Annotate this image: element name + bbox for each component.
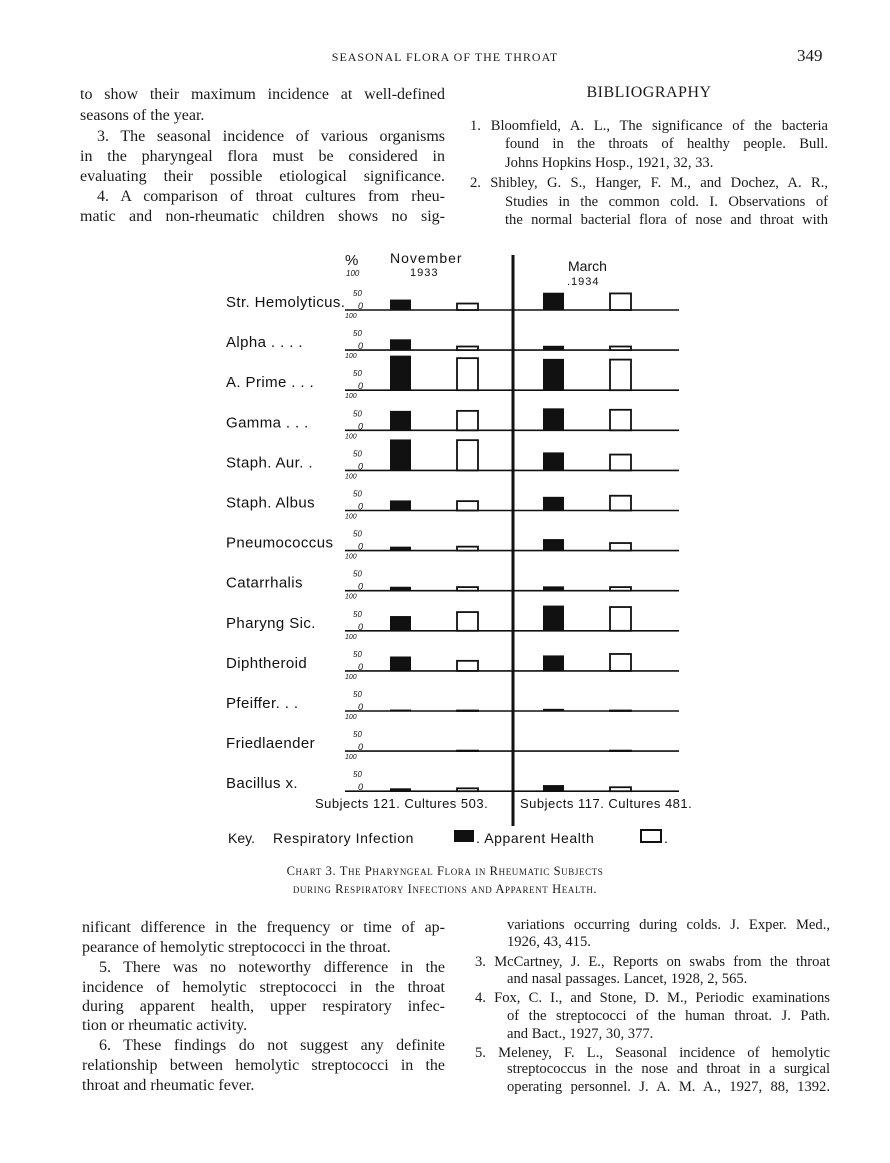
text-line: incidence of hemolytic streptococci in the throat — [82, 979, 445, 996]
bar-march-health — [610, 787, 631, 791]
text-line: and Bact., 1927, 30, 377. — [507, 1026, 654, 1042]
bar-march-infection — [543, 785, 564, 791]
tick-label-100: 100 — [345, 433, 357, 441]
page-number: 349 — [797, 46, 823, 65]
legend-health-label: . Apparent Health — [476, 830, 595, 846]
text-line: 6. These findings do not suggest any definite — [99, 1037, 445, 1054]
running-title: SEASONAL FLORA OF THE THROAT — [331, 50, 559, 64]
tick-label-100: 100 — [345, 513, 357, 521]
tick-label-100: 100 — [345, 353, 357, 361]
text-line: 5. Meleney, F. L., Seasonal incidence of hemolytic — [475, 1045, 830, 1061]
tick-label-50: 50 — [353, 609, 362, 619]
bar-november-health — [457, 788, 478, 791]
row-label: Bacillus x. — [226, 775, 298, 793]
panel-title-march: March — [568, 258, 607, 274]
bar-november-health — [457, 751, 478, 752]
legend-infection-label: Respiratory Infection — [273, 830, 414, 846]
text-line: 5. There was no noteworthy difference in the — [99, 959, 445, 976]
tick-label-0: 0 — [358, 742, 364, 753]
tick-label-0: 0 — [358, 501, 364, 512]
tick-label-100: 100 — [345, 553, 357, 561]
legend-key-label: Key. — [228, 830, 255, 846]
tick-label-0: 0 — [358, 301, 364, 311]
bar-march-infection — [543, 497, 564, 511]
tick-label-100: 100 — [345, 714, 357, 721]
row-label: Friedlaender — [226, 735, 316, 753]
bar-november-health — [457, 440, 478, 470]
tick-label-50: 50 — [353, 569, 362, 579]
row-label: Alpha . . . . — [226, 334, 303, 352]
legend-end: . — [664, 830, 668, 846]
bar-march-health — [610, 293, 631, 310]
bar-november-infection — [390, 356, 411, 391]
tick-label-100: 100 — [345, 593, 357, 601]
bar-march-infection — [543, 655, 564, 670]
bar-march-health — [610, 587, 631, 591]
tick-label-50: 50 — [353, 770, 362, 780]
bar-november-infection — [390, 587, 411, 591]
tick-label-100: 100 — [345, 393, 357, 401]
tick-label-100: 100 — [345, 633, 357, 641]
tick-label-100: 100 — [345, 673, 357, 681]
bar-november-health — [457, 347, 478, 351]
text-line: 4. A comparison of throat cultures from rheu- — [97, 188, 445, 205]
text-line: variations occurring during colds. J. Exper. Med., — [507, 917, 830, 933]
text-line: nificant difference in the frequency or time of ap- — [82, 919, 445, 936]
tick-label-100: 100 — [345, 754, 357, 762]
tick-label-0: 0 — [358, 541, 364, 552]
bar-november-health — [457, 547, 478, 551]
tick-label-0: 0 — [358, 621, 364, 632]
row-label: Pneumococcus — [226, 534, 334, 552]
text-line: relationship between hemolytic streptococci in the — [82, 1057, 445, 1074]
bar-march-health — [610, 455, 631, 471]
bar-november-health — [457, 304, 478, 310]
text-line: tion or rheumatic activity. — [82, 1017, 248, 1034]
bar-november-infection — [390, 439, 411, 470]
bar-november-health — [457, 411, 478, 430]
bar-march-health — [610, 607, 631, 631]
bar-march-infection — [543, 539, 564, 551]
row-label: Str. Hemolyticus. — [226, 294, 346, 311]
row-label: A. Prime . . . — [226, 374, 315, 392]
legend-infection-swatch — [454, 830, 474, 842]
tick-label-50: 50 — [353, 489, 362, 499]
tick-label-100: 100 — [345, 473, 357, 481]
footer-march: Subjects 117. Cultures 481. — [520, 796, 693, 811]
text-line: Johns Hopkins Hosp., 1921, 32, 33. — [505, 155, 714, 171]
chart-caption-line-2: during Respiratory Infections and Apparent Health. — [292, 882, 598, 896]
bar-november-infection — [390, 710, 411, 711]
row-label: Staph. Albus — [226, 494, 316, 512]
row-label: Catarrhalis — [226, 574, 303, 592]
text-line: 2. Shibley, G. S., Hanger, F. M., and Dochez, A. R., — [470, 175, 828, 191]
bar-november-health — [457, 587, 478, 591]
bar-november-infection — [390, 300, 411, 310]
row-label: Staph. Aur. . — [226, 454, 313, 472]
tick-label-50: 50 — [353, 449, 362, 459]
text-line: operating personnel. J. A. M. A., 1927, 88, 1392. — [507, 1079, 830, 1095]
bar-march-infection — [543, 346, 564, 350]
text-line: pearance of hemolytic streptococci in the throat. — [82, 939, 391, 956]
tick-label-0: 0 — [358, 702, 364, 712]
bar-november-health — [457, 358, 478, 390]
tick-label-0: 0 — [358, 341, 364, 352]
row-label: Pharyng Sic. — [226, 614, 316, 632]
panel-year-march: .1934 — [567, 276, 600, 288]
text-line: 1. Bloomfield, A. L., The significance of the bacteria — [470, 118, 828, 134]
text-line: seasons of the year. — [80, 107, 205, 124]
tick-label-50: 50 — [353, 289, 362, 298]
tick-label-100: 100 — [345, 313, 357, 320]
row-label: Gamma . . . — [226, 414, 309, 432]
bar-november-health — [457, 612, 478, 631]
row-label: Pfeiffer. . . — [226, 695, 299, 712]
text-line: Studies in the common cold. I. Observations of — [505, 194, 828, 210]
tick-label-0: 0 — [358, 581, 364, 592]
bar-november-health — [457, 501, 478, 510]
bar-november-infection — [390, 751, 411, 752]
panel-title-november: November — [390, 250, 463, 266]
bar-november-infection — [390, 657, 411, 671]
text-line: the normal bacterial flora of nose and throat with — [505, 212, 828, 228]
bar-march-health — [610, 711, 631, 712]
tick-label-0: 0 — [358, 661, 364, 672]
text-line: 3. The seasonal incidence of various organisms — [97, 128, 445, 145]
text-line: 4. Fox, C. I., and Stone, D. M., Periodic examinations — [475, 990, 830, 1006]
bar-march-infection — [543, 452, 564, 470]
bar-november-infection — [390, 788, 411, 791]
text-line: 1926, 43, 415. — [507, 934, 591, 950]
bar-march-infection — [543, 586, 564, 590]
bar-march-infection — [543, 606, 564, 631]
footer-november: Subjects 121. Cultures 503. — [315, 796, 489, 811]
tick-label-50: 50 — [353, 409, 362, 419]
legend-health-swatch — [641, 830, 661, 842]
bar-march-infection — [543, 408, 564, 430]
text-line: throat and rheumatic fever. — [82, 1077, 255, 1094]
bar-november-infection — [390, 500, 411, 510]
tick-label-0: 0 — [358, 461, 364, 472]
bibliography-heading: BIBLIOGRAPHY — [586, 84, 712, 101]
bar-march-health — [610, 496, 631, 511]
text-line: matic and non-rheumatic children shows no sig- — [80, 208, 445, 225]
tick-label-50: 50 — [353, 369, 362, 379]
bar-march-infection — [543, 709, 564, 711]
tick-label-50: 50 — [353, 529, 362, 539]
chart-caption-line-1: Chart 3. The Pharyngeal Flora in Rheumatic Subjects — [286, 864, 604, 878]
bar-november-health — [457, 661, 478, 671]
tick-label-50: 50 — [353, 690, 362, 699]
tick-label-50: 50 — [353, 649, 362, 659]
bar-november-infection — [390, 411, 411, 430]
bar-march-health — [610, 410, 631, 431]
text-line: streptococcus in the nose and throat in a surgical — [507, 1061, 830, 1077]
tick-label-0: 0 — [358, 421, 364, 432]
bar-march-health — [610, 543, 631, 551]
text-line: found in the throats of healthy people. Bull. — [505, 136, 828, 152]
unit-max-label: 100 — [346, 269, 360, 278]
bar-march-infection — [543, 293, 564, 310]
bar-november-infection — [390, 547, 411, 551]
tick-label-0: 0 — [358, 381, 364, 392]
bar-november-health — [457, 711, 478, 712]
text-line: evaluating their possible etiological significance. — [80, 168, 445, 185]
tick-label-50: 50 — [353, 730, 362, 740]
text-line: and nasal passages. Lancet, 1928, 2, 565. — [507, 971, 748, 987]
bar-march-infection — [543, 751, 564, 752]
unit-label: % — [345, 252, 359, 269]
bar-march-health — [610, 751, 631, 752]
bar-november-infection — [390, 339, 411, 350]
bar-march-health — [610, 654, 631, 671]
tick-label-50: 50 — [353, 329, 362, 339]
bar-march-health — [610, 360, 631, 391]
panel-year-november: 1933 — [410, 267, 439, 279]
row-label: Diphtheroid — [226, 654, 308, 672]
bar-november-infection — [390, 616, 411, 631]
text-line: during apparent health, upper respiratory infec- — [82, 998, 445, 1015]
text-line: 3. McCartney, J. E., Reports on swabs from the throat — [475, 954, 830, 970]
text-line: of the streptococci of the human throat. J. Path. — [507, 1008, 830, 1024]
bar-march-health — [610, 347, 631, 351]
text-line: in the pharyngeal flora must be considered in — [80, 148, 445, 165]
text-line: to show their maximum incidence at well-defined — [80, 86, 445, 103]
bar-march-infection — [543, 359, 564, 390]
tick-label-0: 0 — [358, 782, 364, 793]
